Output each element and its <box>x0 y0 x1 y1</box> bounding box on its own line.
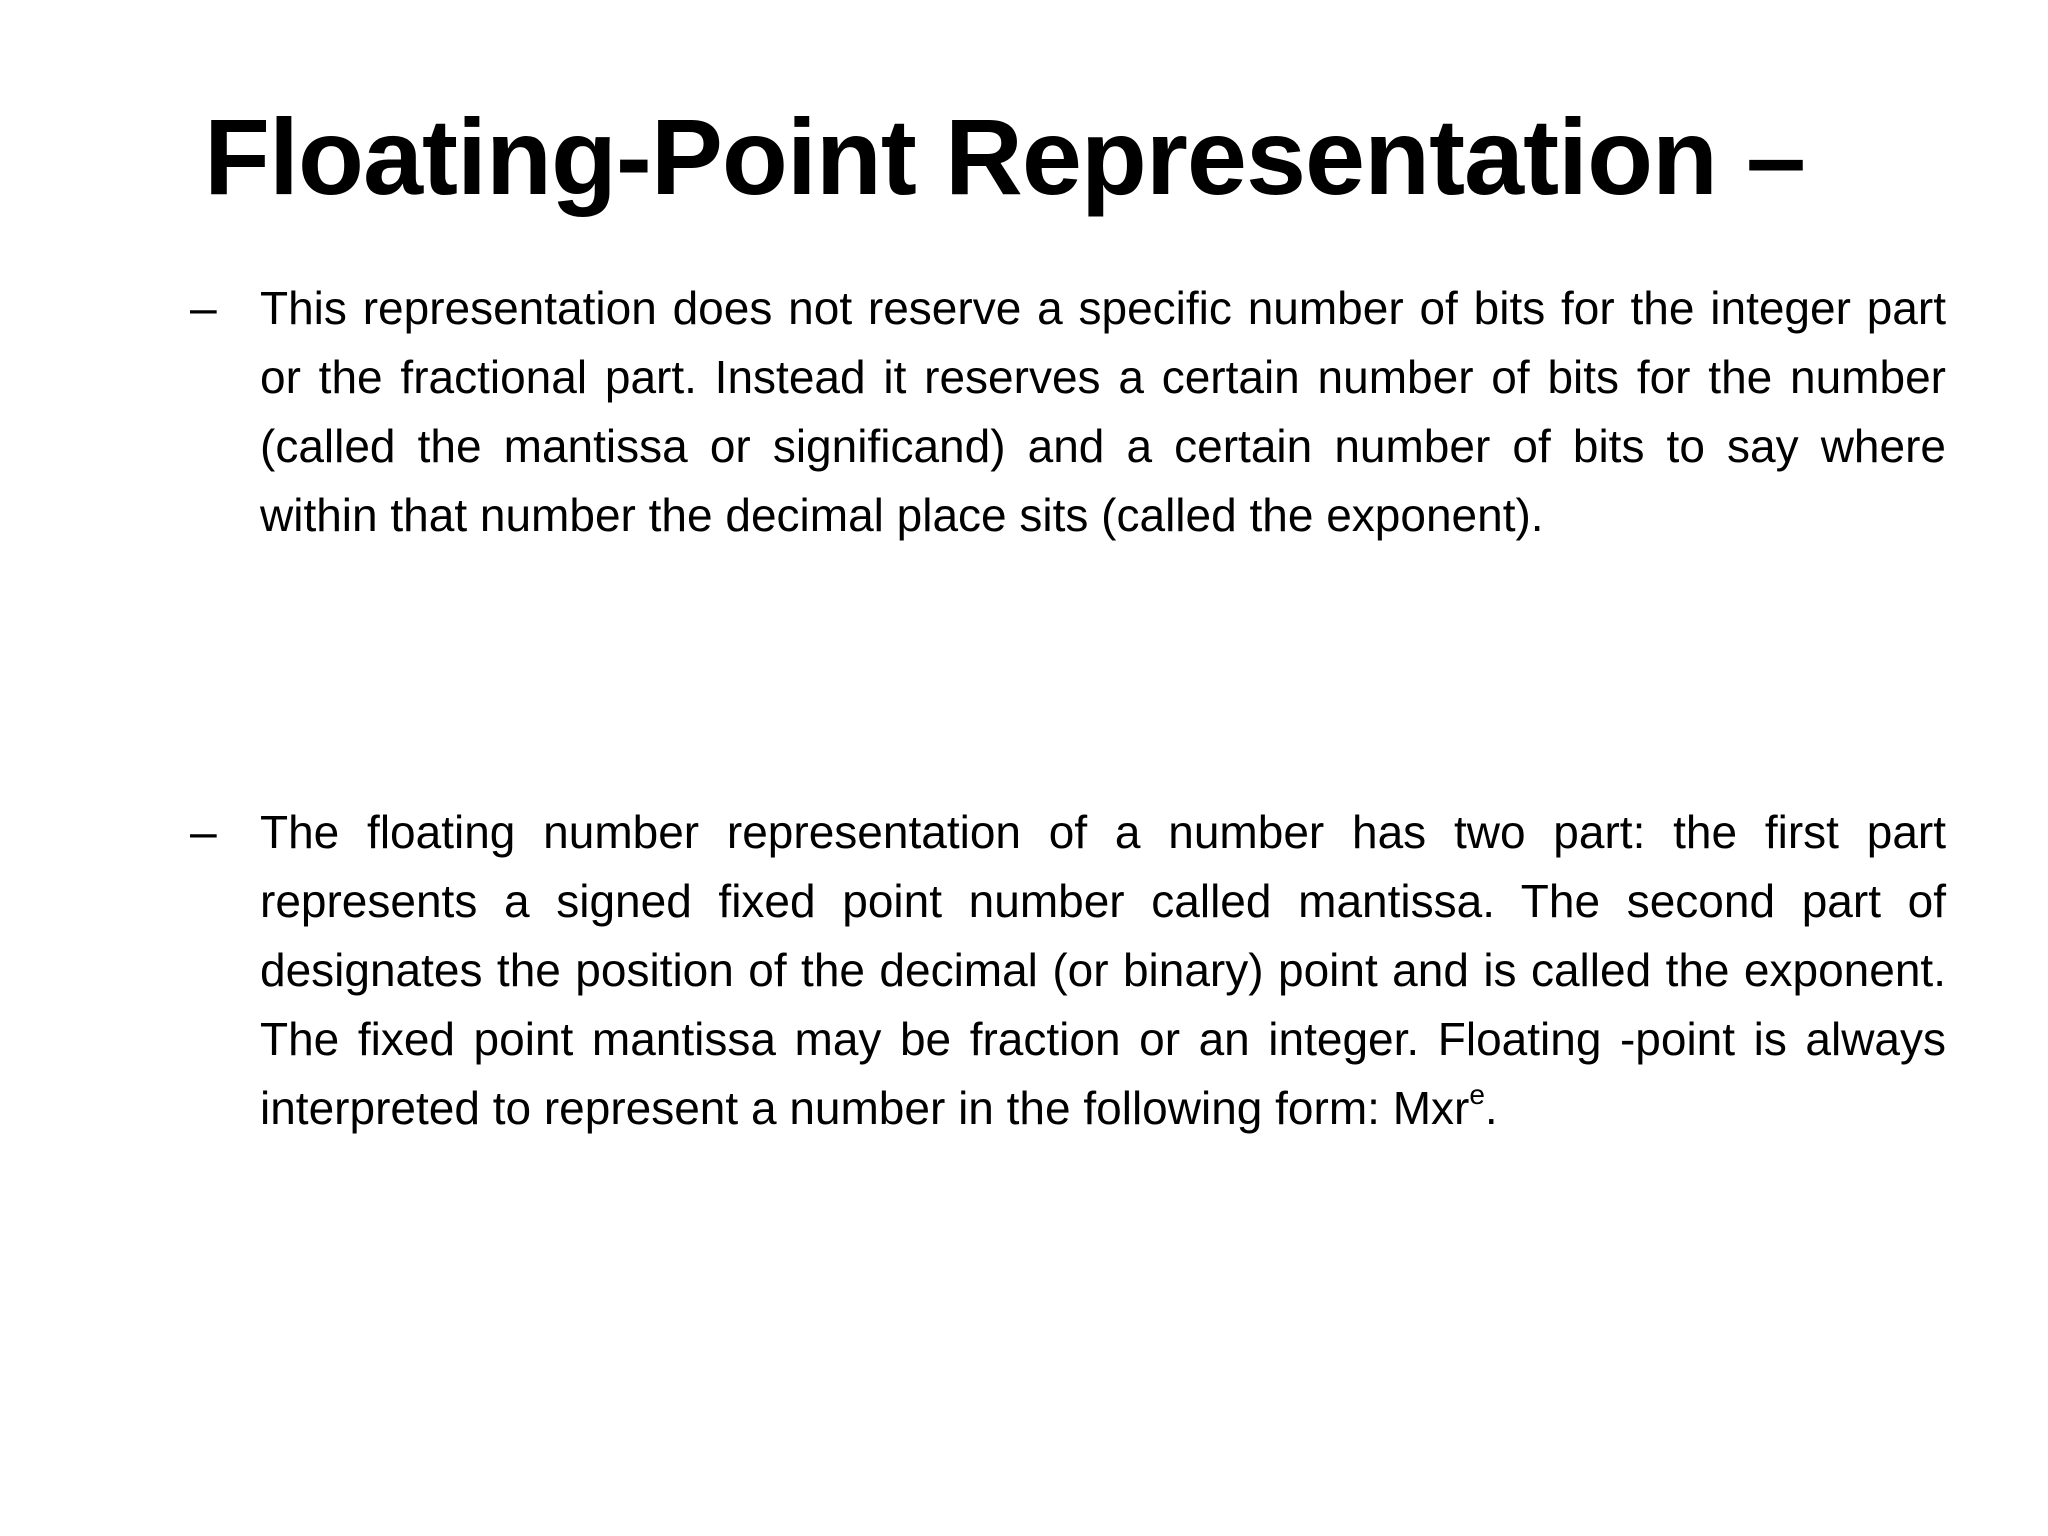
bullet-dash: – <box>190 806 217 859</box>
exponent-superscript: e <box>1469 1078 1485 1110</box>
bullet-text: This representation does not reserve a specific number of bits for the integer part or the fractional part. Instead it reserves a certain number of bits for the number (called the mantissa or significand) and a certain number of bits to say where within that number the decimal place sits (called the exponent). <box>260 282 1946 541</box>
bullet-dash: – <box>190 282 217 335</box>
bullet-item <box>190 274 1946 550</box>
bullet-item <box>190 798 1946 1143</box>
bullet-text: The floating number representation of a number has two part: the first part represents a signed fixed point number called mantissa. The second part of designates the position of the decimal (or binary) point and is called the exponent. The fixed point mantissa may be fraction or an integer. Floating -point is always interpreted to represent a number in the following form: Mxr <box>260 806 1946 1134</box>
bullet-text-container <box>260 798 1946 1143</box>
slide-title: Floating-Point Representation – <box>204 96 1806 217</box>
bullet-text-suffix: . <box>1484 1082 1498 1134</box>
